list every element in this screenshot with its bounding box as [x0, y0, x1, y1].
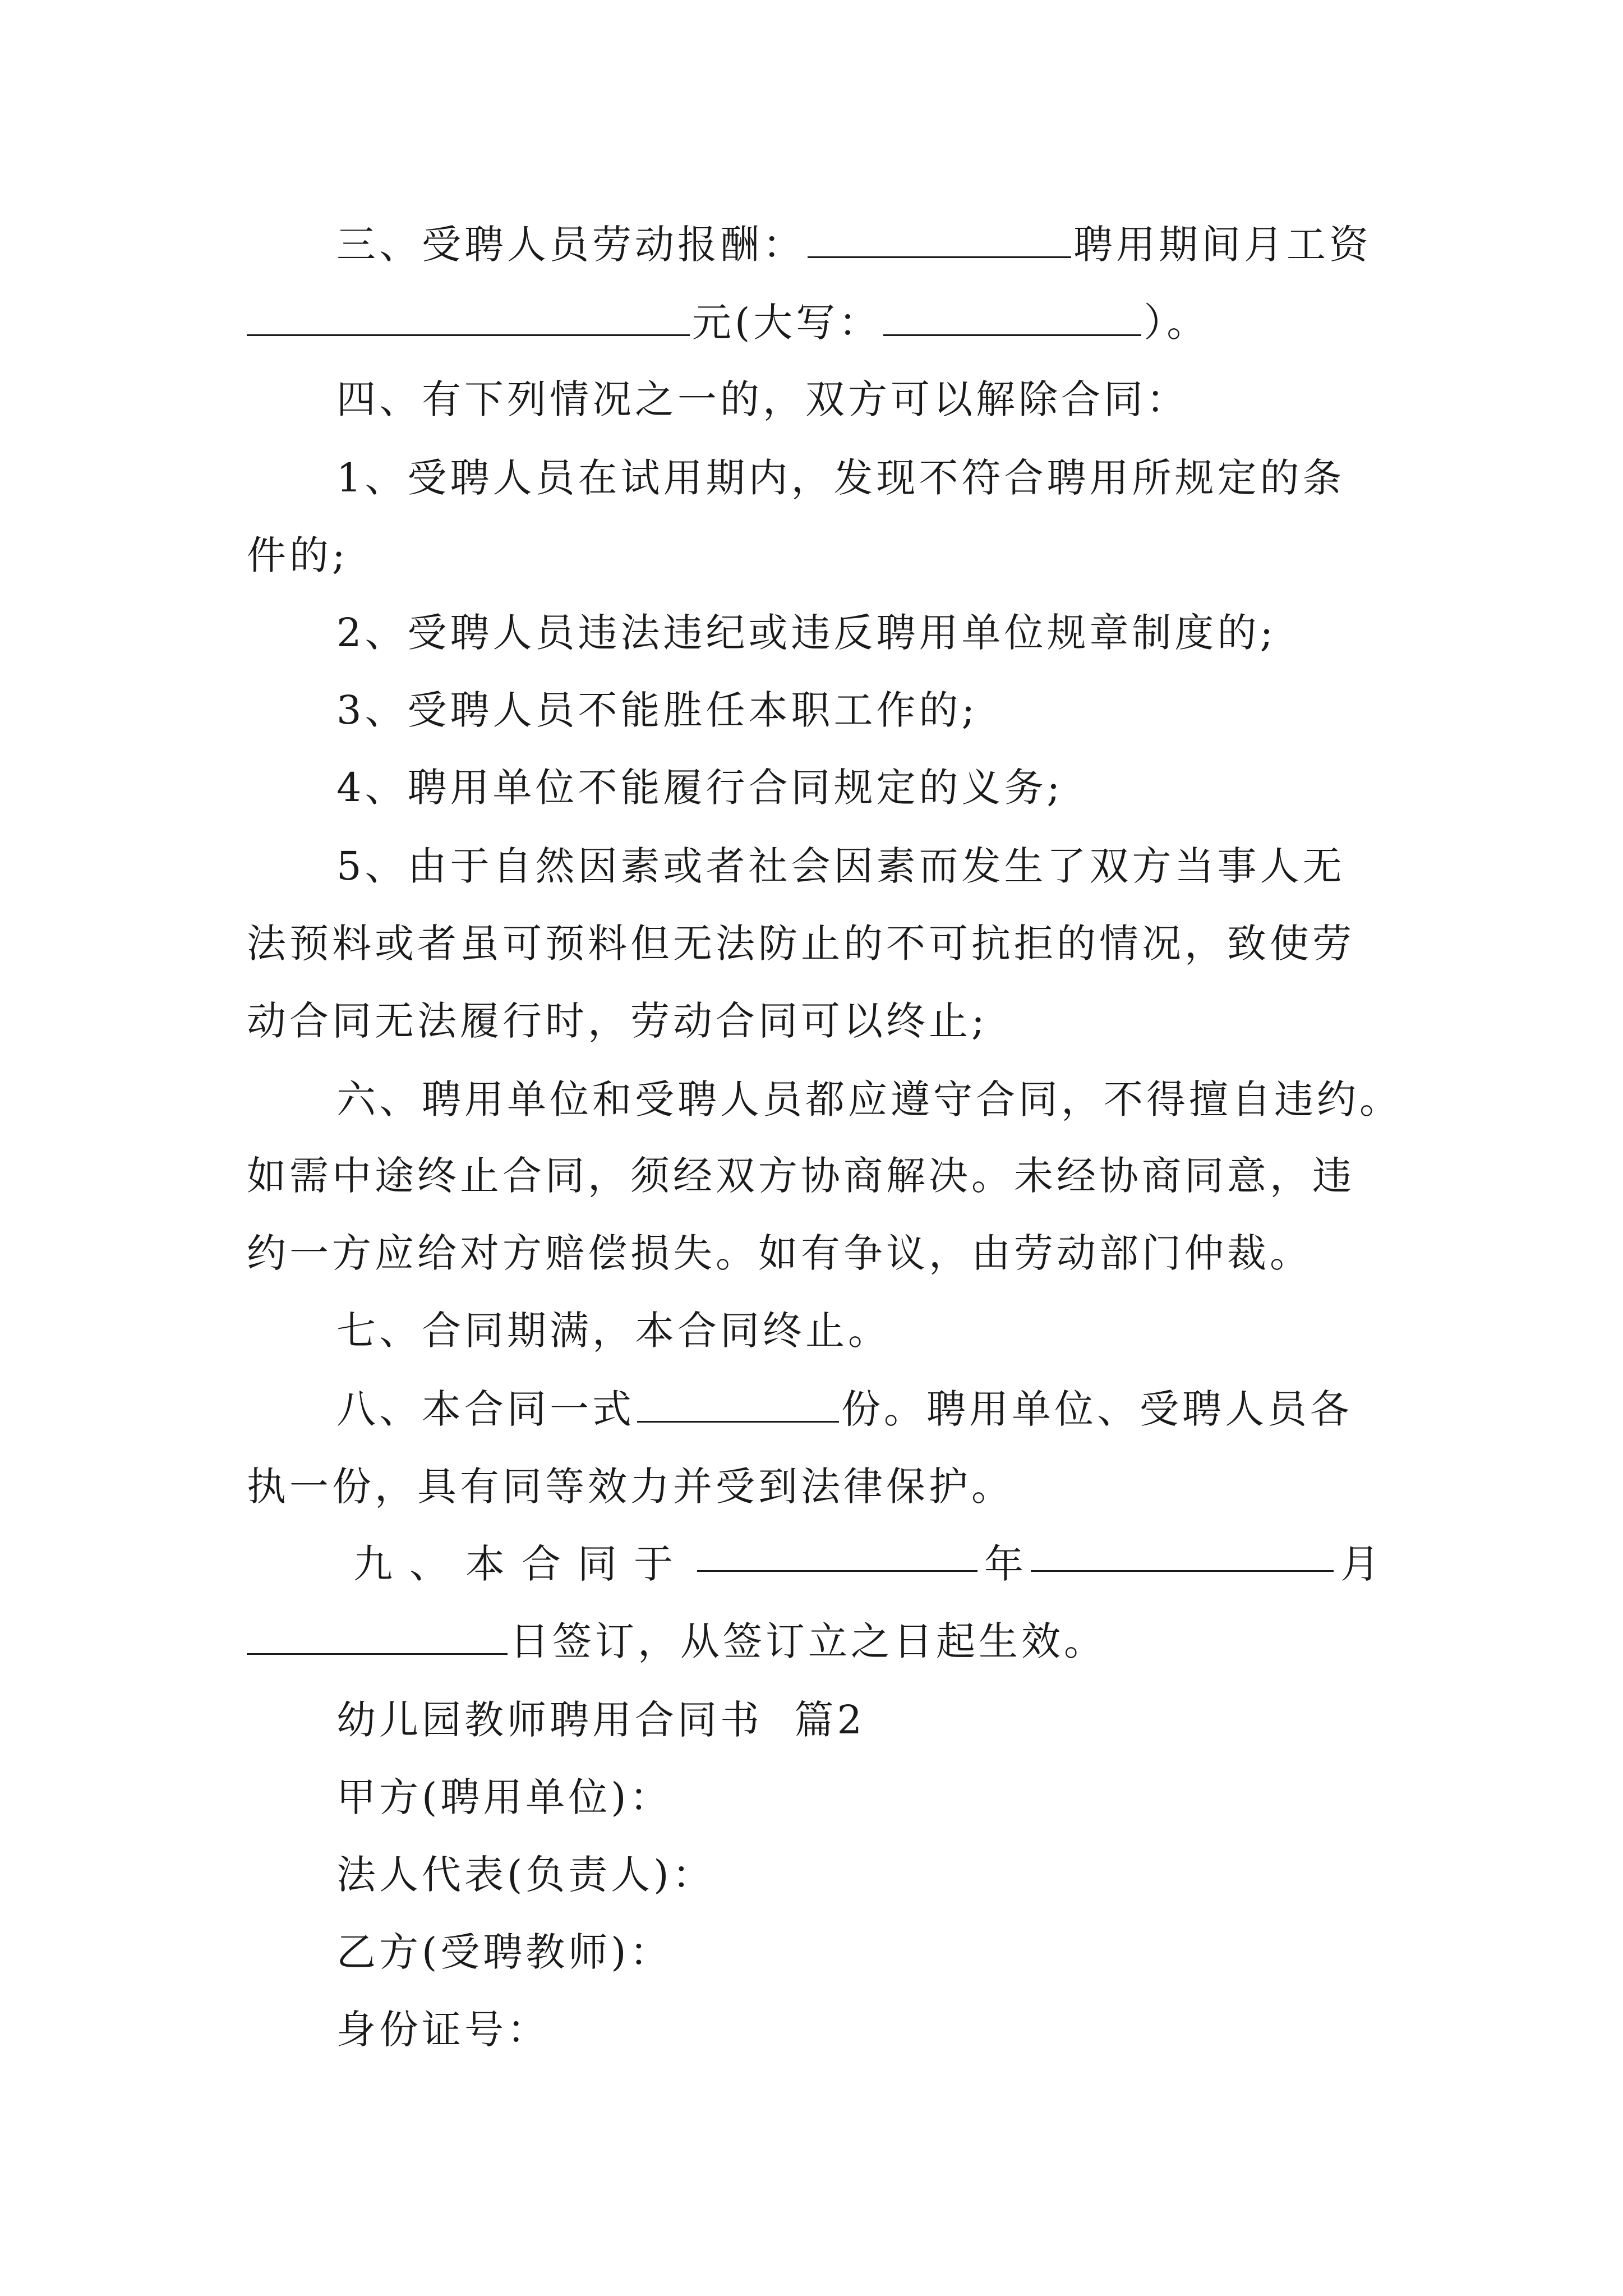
- item-5-text-cont-2: 动合同无法履行时，劳动合同可以终止;: [247, 998, 988, 1044]
- item-5-line-1: [247, 824, 1380, 908]
- item-1-text: 1、受聘人员在试用期内，发现不符合聘用所规定的条: [336, 455, 1345, 501]
- salary-blank[interactable]: [808, 208, 1071, 258]
- clause-7-text: 七、合同期满，本合同终止。: [336, 1308, 891, 1354]
- year-blank[interactable]: [697, 1522, 978, 1572]
- copies-blank[interactable]: [637, 1373, 839, 1423]
- item-5-line-2: [247, 901, 1380, 986]
- clause-6-text-cont-2: 约一方应给对方赔偿损失。如有争议，由劳动部门仲裁。: [247, 1230, 1312, 1276]
- amount-close: ）。: [1144, 300, 1210, 346]
- clause-8-text: 份。聘用单位、受聘人员各: [841, 1386, 1353, 1432]
- day-blank[interactable]: [247, 1605, 508, 1655]
- section-heading-part-2: [247, 1678, 1380, 1762]
- item-2: [247, 591, 1380, 675]
- party-b-label: 乙方(受聘教师)：: [336, 1929, 672, 1975]
- clause-7: [247, 1289, 1380, 1373]
- item-1-text-cont: 件的;: [247, 532, 349, 578]
- item-5-text-cont-1: 法预料或者虽可预料但无法防止的不可抗拒的情况，致使劳: [247, 921, 1355, 967]
- item-5-text: 5、由于自然因素或者社会因素而发生了双方当事人无: [336, 843, 1345, 889]
- item-4: [247, 746, 1380, 830]
- clause-3-monthly-salary: 聘用期间月工资: [1073, 222, 1372, 268]
- party-a-field: [247, 1755, 1380, 1839]
- legal-rep-label: 法人代表(负责人)：: [336, 1852, 715, 1898]
- item-1-line-2: [247, 513, 1380, 597]
- id-number-label: 身份证号：: [336, 2007, 550, 2053]
- id-number-field: [247, 1987, 1380, 2072]
- month-blank[interactable]: [1031, 1522, 1334, 1572]
- amount-capital-blank[interactable]: [883, 286, 1141, 336]
- clause-3-line-1: [247, 203, 1380, 287]
- month-label: 月: [1340, 1541, 1380, 1587]
- clause-3-line-2: [247, 280, 1380, 365]
- item-1-line-1: [247, 436, 1380, 520]
- clause-8-line-1: [247, 1367, 1380, 1451]
- item-3: [247, 668, 1380, 752]
- party-b-field: [247, 1910, 1380, 1994]
- clause-9-text: 日签订，从签订立之日起生效。: [510, 1618, 1106, 1664]
- clause-6-line-1: [247, 1057, 1402, 1142]
- clause-3-label: 三、受聘人员劳动报酬：: [336, 222, 805, 268]
- amount-blank[interactable]: [247, 286, 690, 336]
- section-2-title: 幼儿园教师聘用合同书 篇2: [336, 1697, 866, 1743]
- item-2-text: 2、受聘人员违法违纪或违反聘用单位规章制度的;: [336, 610, 1277, 656]
- item-3-text: 3、受聘人员不能胜任本职工作的;: [336, 687, 979, 733]
- clause-4-text: 四、有下列情况之一的，双方可以解除合同：: [336, 376, 1189, 422]
- party-a-label: 甲方(聘用单位)：: [336, 1774, 672, 1820]
- clause-6-text-cont-1: 如需中途终止合同，须经双方协商解决。未经协商同意，违: [247, 1153, 1355, 1199]
- clause-9-line-2: [247, 1599, 1380, 1683]
- legal-rep-field: [247, 1833, 1380, 1917]
- year-label: 年: [984, 1541, 1023, 1587]
- clause-6-line-3: [247, 1211, 1380, 1295]
- clause-8-line-2: [247, 1444, 1380, 1529]
- clause-8-label: 八、本合同一式: [336, 1386, 635, 1432]
- clause-9-label: 九、本合同于: [353, 1541, 690, 1587]
- item-4-text: 4、聘用单位不能履行合同规定的义务;: [336, 765, 1064, 811]
- amount-unit-label: 元(大写：: [692, 300, 882, 346]
- clause-9-line-1: [247, 1522, 1380, 1606]
- clause-6-text: 六、聘用单位和受聘人员都应遵守合同，不得擅自违约。: [336, 1076, 1402, 1122]
- clause-8-text-cont: 执一份，具有同等效力并受到法律保护。: [247, 1464, 1014, 1510]
- clause-6-line-2: [247, 1134, 1380, 1218]
- item-5-line-3: [247, 979, 1380, 1063]
- clause-4-heading: [247, 357, 1380, 441]
